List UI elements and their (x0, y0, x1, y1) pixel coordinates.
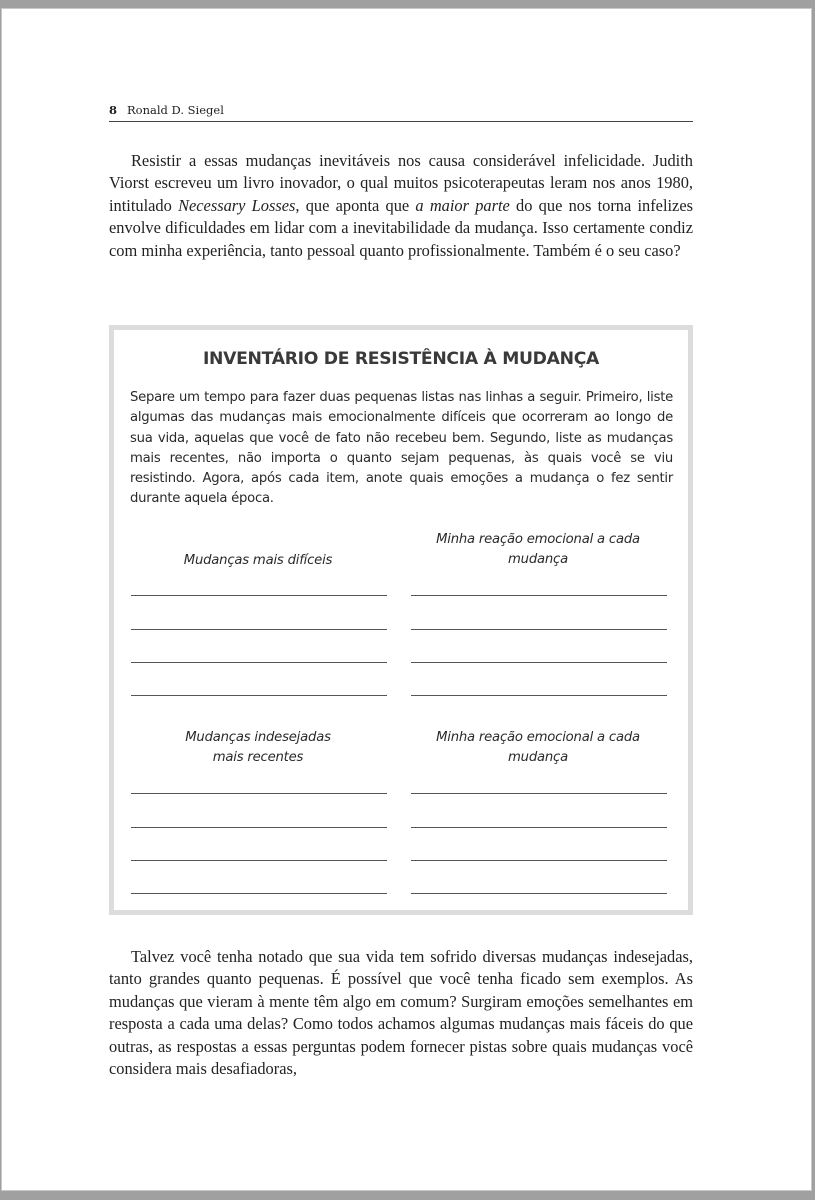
blank-line[interactable] (411, 629, 667, 630)
blank-line[interactable] (131, 793, 387, 794)
blank-line[interactable] (411, 860, 667, 861)
exercise-title: INVENTÁRIO DE RESISTÊNCIA À MUDANÇA (202, 349, 600, 369)
section1-right-heading: Minha reação emocional a cada mudança (436, 532, 640, 567)
blank-line[interactable] (131, 893, 387, 894)
author-name: Ronald D. Siegel (127, 103, 224, 117)
paragraph-1-text (109, 150, 693, 262)
section2-left-heading (130, 728, 386, 768)
blank-line[interactable] (131, 629, 387, 630)
book-title: Necessary Losses (178, 195, 296, 215)
paragraph-1-part-2: , que aponta que (295, 195, 416, 215)
blank-line[interactable] (411, 695, 667, 696)
paragraph-2-text: Talvez você tenha notado que sua vida tem sofrido diversas mudanças indesejadas, tanto grandes quanto pequenas. É possível que você tenha ficado sem exemplos. As mudanças que vieram à mente têm algo em comum? Surgiram emoções semelhantes em resposta a cada uma delas? Como todos achamos algumas mudanças mais fáceis do que outras, as respostas a essas perguntas podem fornecer pistas sobre quais mudanças você considera mais desafiadoras, (109, 947, 693, 1079)
blank-line[interactable] (411, 662, 667, 663)
exercise-intro: Separe um tempo para fazer duas pequenas listas nas linhas a seguir. Primeiro, liste algumas das mudanças mais emocionalmente difíceis que ocorreram ao longo de sua vida, aquelas que você de fato não recebeu bem. Segundo, liste as mudanças mais recentes, não importa o quanto sejam pequenas, às quais você se viu resistindo. Agora, após cada item, anote quais emoções a mudança o fez sentir durante aquela época. (130, 390, 673, 507)
exercise-box (109, 325, 693, 915)
running-head (109, 103, 693, 122)
paragraph-1-part-1: Resistir a essas mudanças inevitáveis nos causa considerável infelicidade. Judith Viorst escreveu um livro inovador, o qual muitos psicoterapeutas leram nos anos 1980, intitulado (109, 151, 693, 215)
blank-line[interactable] (411, 827, 667, 828)
blank-line[interactable] (411, 595, 667, 596)
paragraph-1-part-3: do que nos torna infelizes envolve dificuldades em lidar com a inevitabilidade da mudança. Isso certamente condiz com minha experiência, tanto pessoal quanto profissionalmente. Também é o seu caso? (109, 195, 693, 260)
blank-line[interactable] (411, 893, 667, 894)
page-number: 8 (109, 103, 118, 117)
blank-line[interactable] (131, 595, 387, 596)
section2-left-heading-line2: mais recentes (212, 750, 304, 765)
blank-line[interactable] (131, 827, 387, 828)
blank-line[interactable] (131, 662, 387, 663)
paragraph-2 (109, 946, 693, 1080)
paragraph-1 (109, 150, 693, 262)
section1-left-heading: Mudanças mais difíceis (183, 553, 333, 568)
section2-left-heading-line1: Mudanças indesejadas (185, 730, 331, 745)
section2-right-heading: Minha reação emocional a cada mudança (436, 730, 640, 765)
emphasis-text: a maior parte (415, 195, 510, 215)
blank-line[interactable] (131, 695, 387, 696)
blank-line[interactable] (131, 860, 387, 861)
blank-line[interactable] (411, 793, 667, 794)
